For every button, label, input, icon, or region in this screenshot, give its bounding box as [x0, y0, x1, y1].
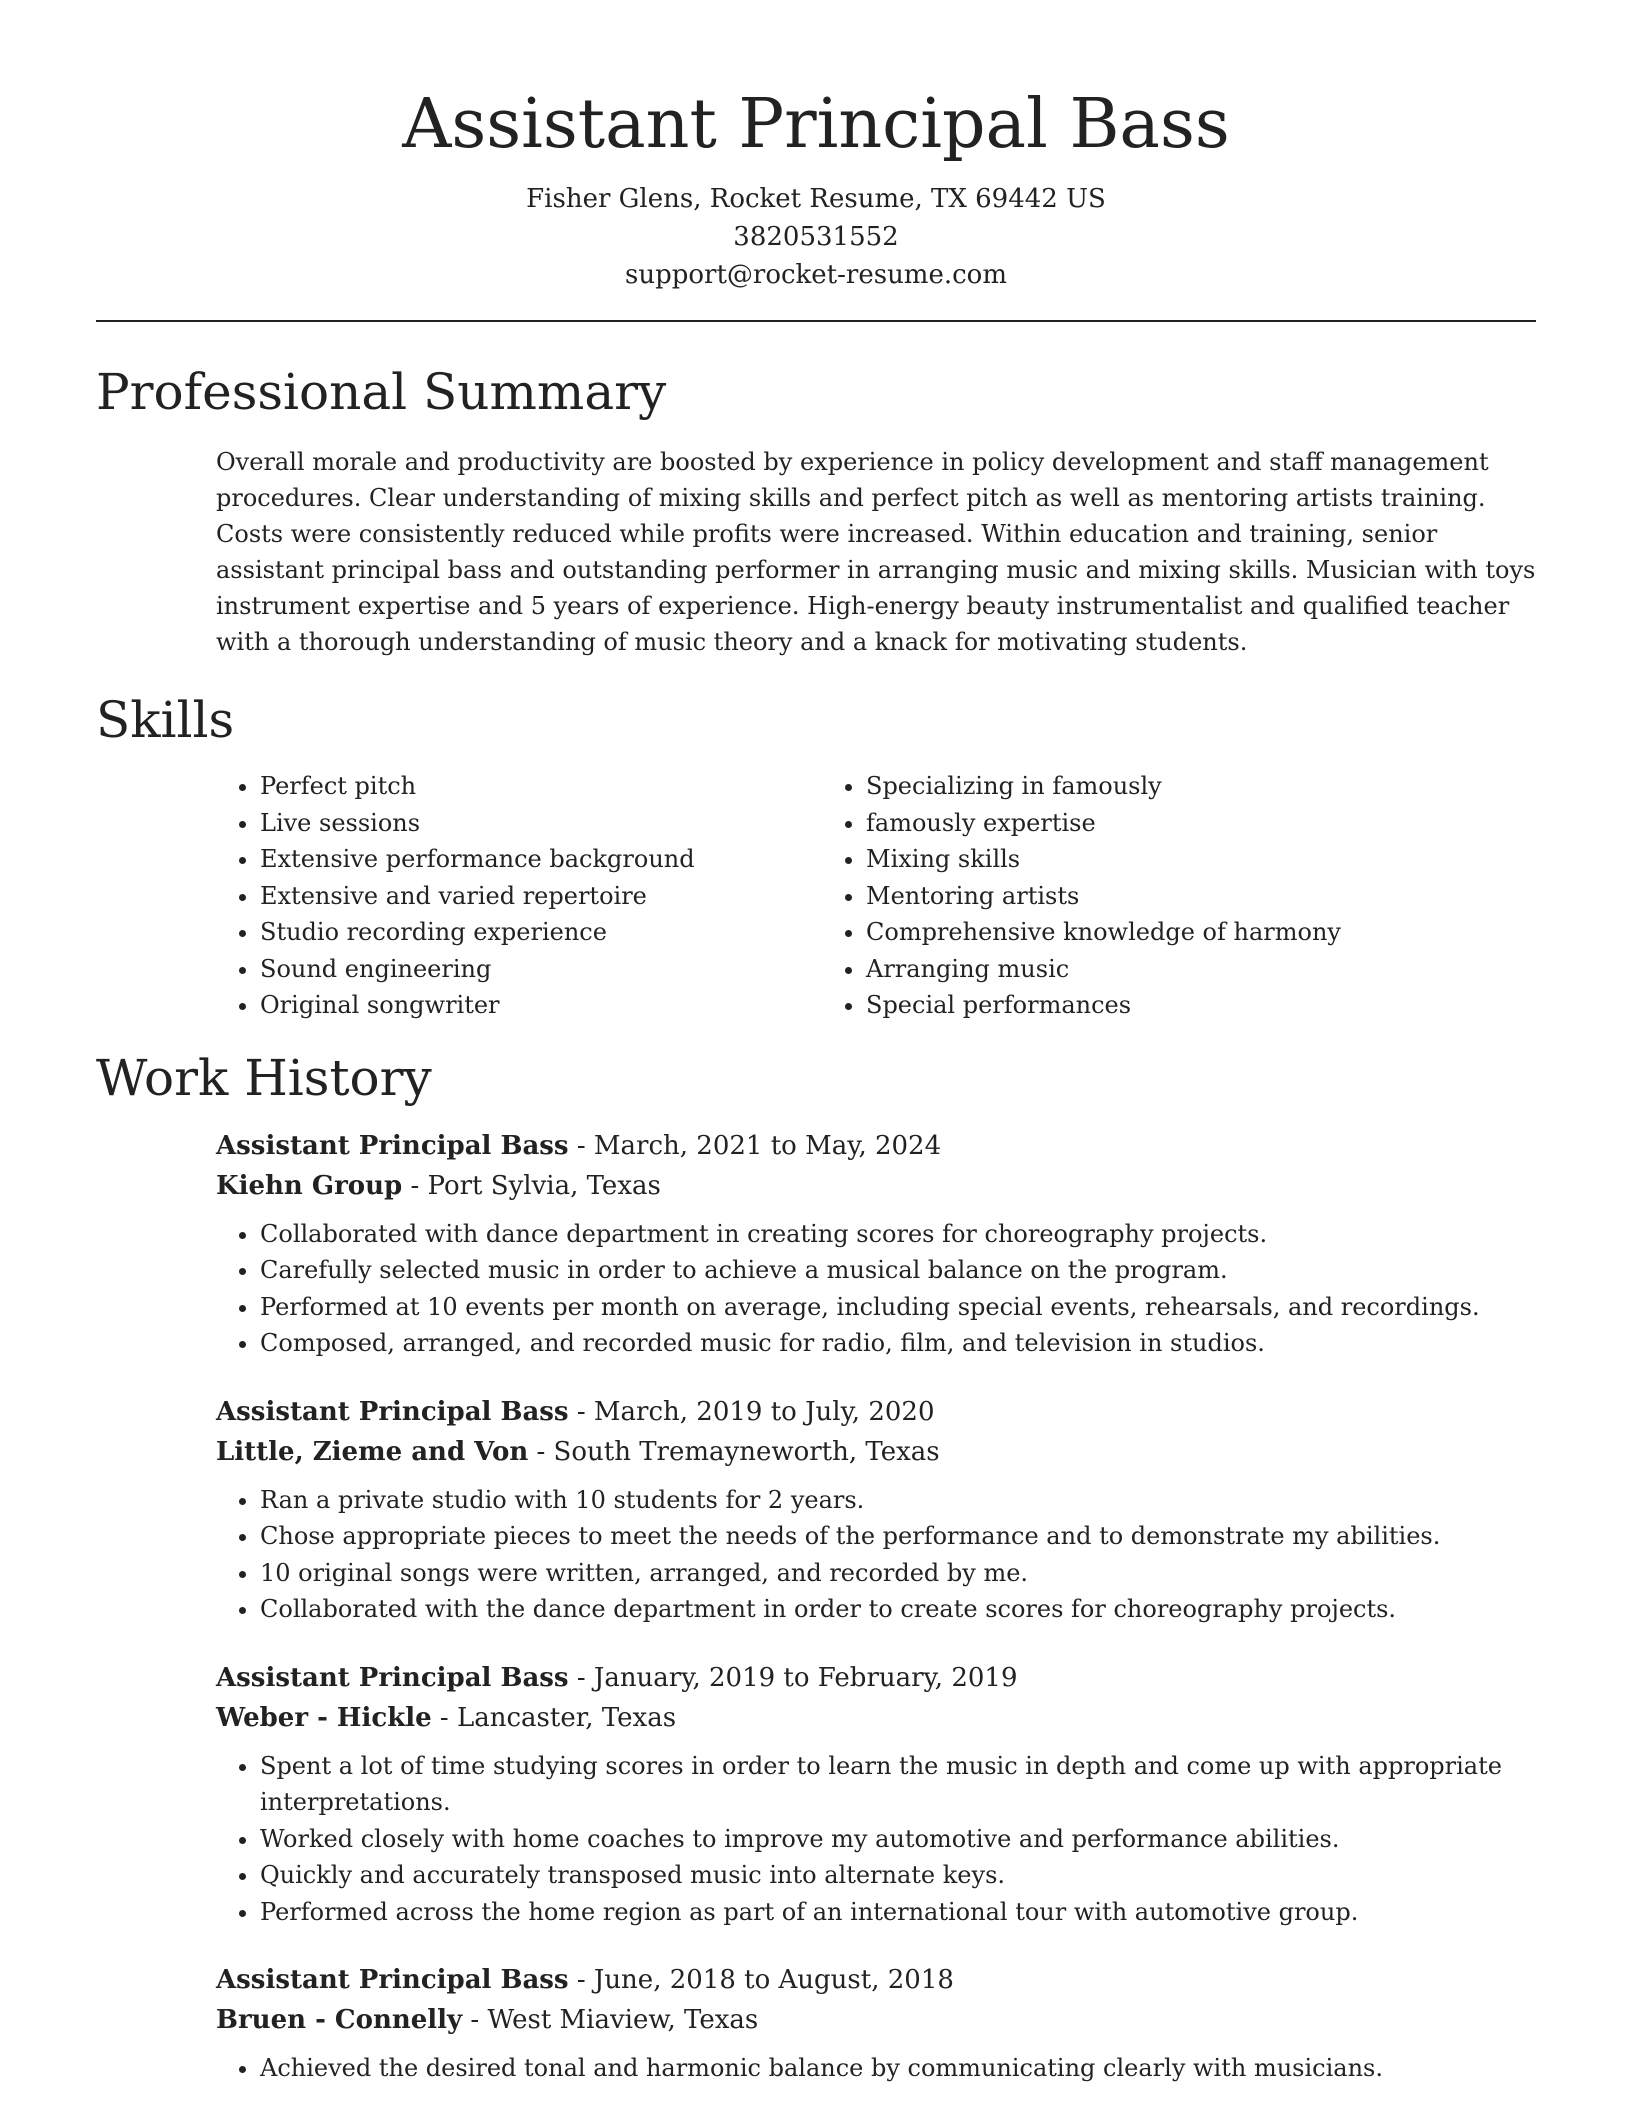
job-bullets [216, 1482, 1536, 1628]
skills-list-left [216, 768, 822, 1024]
job-company: Weber - Hickle [216, 1702, 432, 1733]
job-bullet: • Performed at 10 events per month on average, including special events, rehearsals, and recordings. [260, 1289, 1536, 1326]
job-role: Assistant Principal Bass [216, 1965, 569, 1995]
work-history-heading: Work History [96, 1048, 432, 1107]
skills-list-right [822, 768, 1422, 1024]
job-bullet: • Performed across the home region as part of an international tour with automotive group. [260, 1894, 1536, 1931]
job-bullet: • Collaborated with dance department in creating scores for choreography projects. [260, 1216, 1536, 1253]
job-title-line [216, 1960, 1536, 2000]
job-bullets [216, 1748, 1536, 1931]
job-role: Assistant Principal Bass [216, 1396, 569, 1427]
job-bullet: • Spent a lot of time studying scores in order to learn the music in depth and come up with appropriate interpretations. [260, 1748, 1536, 1821]
job-bullets [216, 1216, 1536, 1362]
skill-item: • Sound engineering [260, 951, 822, 988]
skill-item: • Comprehensive knowledge of harmony [866, 914, 1422, 951]
job-bullet: • Achieved the desired tonal and harmonic balance by communicating clearly with musicians. [260, 2050, 1536, 2087]
skill-item: • Extensive performance background [260, 841, 822, 878]
job-bullet: • Worked closely with home coaches to improve my automotive and performance abilities. [260, 1821, 1536, 1858]
job-entry [216, 1126, 1536, 1362]
job-role: Assistant Principal Bass [216, 1662, 569, 1693]
skills-section [0, 688, 1632, 1024]
job-entry [216, 1960, 1536, 2087]
summary-section [0, 360, 1632, 660]
header-divider [96, 320, 1536, 322]
job-location: - South Tremayneworth, Texas [528, 1436, 940, 1467]
contact-address: Fisher Glens, Rocket Resume, TX 69442 US [526, 184, 1106, 214]
job-role: Assistant Principal Bass [216, 1130, 569, 1161]
job-bullet: • Collaborated with the dance department in order to create scores for choreography projects. [260, 1591, 1536, 1628]
job-location: - West Miaview, Texas [462, 2005, 759, 2035]
skills-heading: Skills [96, 691, 235, 749]
skill-item: • famously expertise [866, 805, 1422, 842]
resume-header [0, 0, 1632, 294]
job-dates: - March, 2021 to May, 2024 [568, 1130, 942, 1161]
job-entry [216, 1658, 1536, 1931]
job-location: - Lancaster, Texas [431, 1702, 677, 1733]
skill-item: • Arranging music [866, 951, 1422, 988]
candidate-name: Assistant Principal Bass [402, 85, 1230, 164]
skill-item: • Original songwriter [260, 987, 822, 1024]
job-bullet: • Composed, arranged, and recorded music for radio, film, and television in studios. [260, 1325, 1536, 1362]
job-company: Little, Zieme and Von [216, 1436, 529, 1467]
skill-item: • Mixing skills [866, 841, 1422, 878]
job-dates: - January, 2019 to February, 2019 [568, 1662, 1018, 1693]
summary-heading: Professional Summary [96, 363, 667, 421]
job-company-line [216, 2000, 1536, 2040]
work-history-section [0, 1046, 1632, 2087]
job-company-line [216, 1432, 1536, 1472]
job-company: Bruen - Connelly [216, 2005, 463, 2035]
skill-item: • Perfect pitch [260, 768, 822, 805]
skills-columns [216, 768, 1536, 1024]
job-bullet: • Chose appropriate pieces to meet the needs of the performance and to demonstrate my abilities. [260, 1518, 1536, 1555]
skill-item: • Extensive and varied repertoire [260, 878, 822, 915]
job-bullet: • Quickly and accurately transposed music into alternate keys. [260, 1857, 1536, 1894]
job-company: Kiehn Group [216, 1170, 403, 1201]
job-bullets [216, 2050, 1536, 2087]
job-dates: - June, 2018 to August, 2018 [568, 1965, 954, 1995]
skill-item: • Special performances [866, 987, 1422, 1024]
job-entry [216, 1392, 1536, 1628]
job-company-line [216, 1166, 1536, 1206]
job-location: - Port Sylvia, Texas [402, 1170, 661, 1201]
job-title-line [216, 1392, 1536, 1432]
job-bullet: • 10 original songs were written, arranged, and recorded by me. [260, 1555, 1536, 1592]
job-title-line [216, 1658, 1536, 1698]
contact-block [0, 180, 1632, 294]
skill-item: • Studio recording experience [260, 914, 822, 951]
contact-phone: 3820531552 [733, 222, 899, 252]
skill-item: • Live sessions [260, 805, 822, 842]
job-dates: - March, 2019 to July, 2020 [568, 1396, 935, 1427]
contact-email: support@rocket-resume.com [624, 260, 1007, 290]
summary-text: Overall morale and productivity are boosted by experience in policy development and staff management procedures. Clear understanding of mixing skills and perfect pitch as well as mentoring artists training. Costs were consistently reduced while profits were increased. Within education and training, senior assistant principal bass and outstanding performer in arranging music and mixing skills. Musician with toys instrument expertise and 5 years of experience. High-energy beauty instrumentalist and qualified teacher with a thorough understanding of music theory and a knack for motivating students. [216, 448, 1536, 656]
job-bullet: • Carefully selected music in order to achieve a musical balance on the program. [260, 1252, 1536, 1289]
skill-item: • Specializing in famously [866, 768, 1422, 805]
job-title-line [216, 1126, 1536, 1166]
job-company-line [216, 1698, 1536, 1738]
skill-item: • Mentoring artists [866, 878, 1422, 915]
job-bullet: • Ran a private studio with 10 students for 2 years. [260, 1482, 1536, 1519]
